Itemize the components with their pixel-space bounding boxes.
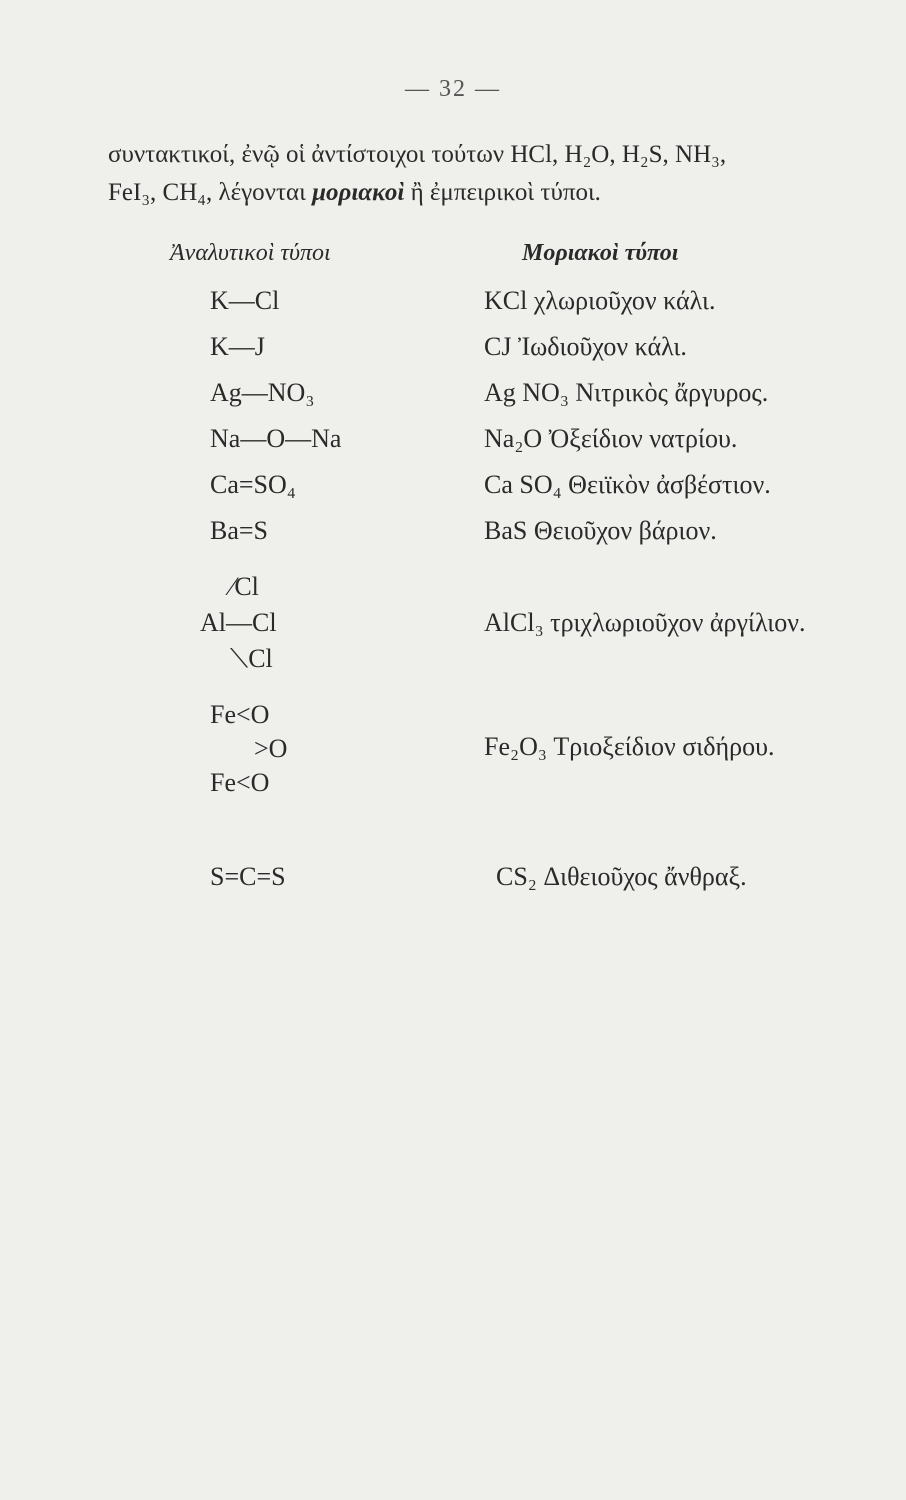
- aluminium-structure: [200, 572, 277, 680]
- analytic-formula: S=C=S: [210, 862, 286, 891]
- analytic-formula: Ba=S: [210, 516, 269, 545]
- molecular-formula: Na₂O Ὀξείδιον νατρίου.: [484, 424, 738, 453]
- molecular-formula: Ca SO₄ Θειϊκὸν ἀσβέστιον.: [484, 470, 771, 499]
- molecular-formula: Ag NO₃ Νιτρικὸς ἄργυρος.: [484, 378, 769, 407]
- al-bond-bottom: ⟍Cl: [230, 644, 273, 673]
- molecular-formula: CS₂ Διθειοῦχος ἄνθραξ.: [496, 862, 747, 891]
- analytic-formula: K—Cl: [210, 286, 280, 315]
- fe-line-1: Fe<O: [210, 700, 270, 729]
- analytic-formulas-heading: Ἀναλυτικοὶ τύποι: [170, 240, 331, 266]
- molecular-formulas-heading: Μοριακοὶ τύποι: [522, 240, 679, 266]
- iron-oxide-structure: [210, 700, 287, 802]
- al-bond-mid: Al—Cl: [200, 608, 277, 637]
- molecular-formula: Fe₂O₃ Τριοξείδιον σιδήρου.: [484, 732, 775, 761]
- analytic-formula: Ag—NO₃: [210, 378, 315, 407]
- intro-emphasis: μοριακοὶ: [312, 179, 405, 206]
- intro-paragraph: [108, 136, 888, 212]
- molecular-formula: KCl χλωριοῦχον κάλι.: [484, 286, 716, 315]
- intro-line-2-suffix: ἢ ἐμπειρικοὶ τύποι.: [410, 179, 601, 206]
- al-bond-top: ⁄Cl: [230, 572, 259, 601]
- analytic-formula: K—J: [210, 332, 265, 361]
- intro-line-1: συντακτικοί, ἐνῷ οἱ ἀντίστοιχοι τούτων HCl, H₂O, H₂S, NH₃,: [108, 141, 727, 168]
- fe-line-3: Fe<O: [210, 768, 270, 797]
- molecular-formula: CJ Ἰωδιοῦχον κάλι.: [484, 332, 687, 361]
- intro-line-2: [108, 174, 888, 212]
- analytic-formula: Na—O—Na: [210, 424, 342, 453]
- molecular-formula: BaS Θειοῦχον βάριον.: [484, 516, 717, 545]
- intro-line-2-prefix: FeI₃, CH₄, λέγονται: [108, 179, 306, 206]
- molecular-formula: AlCl₃ τριχλωριοῦχον ἀργίλιον.: [484, 608, 806, 637]
- fe-line-2: >O: [254, 734, 288, 763]
- analytic-formula: Ca=SO₄: [210, 470, 296, 499]
- page-number: — 32 —: [405, 76, 501, 102]
